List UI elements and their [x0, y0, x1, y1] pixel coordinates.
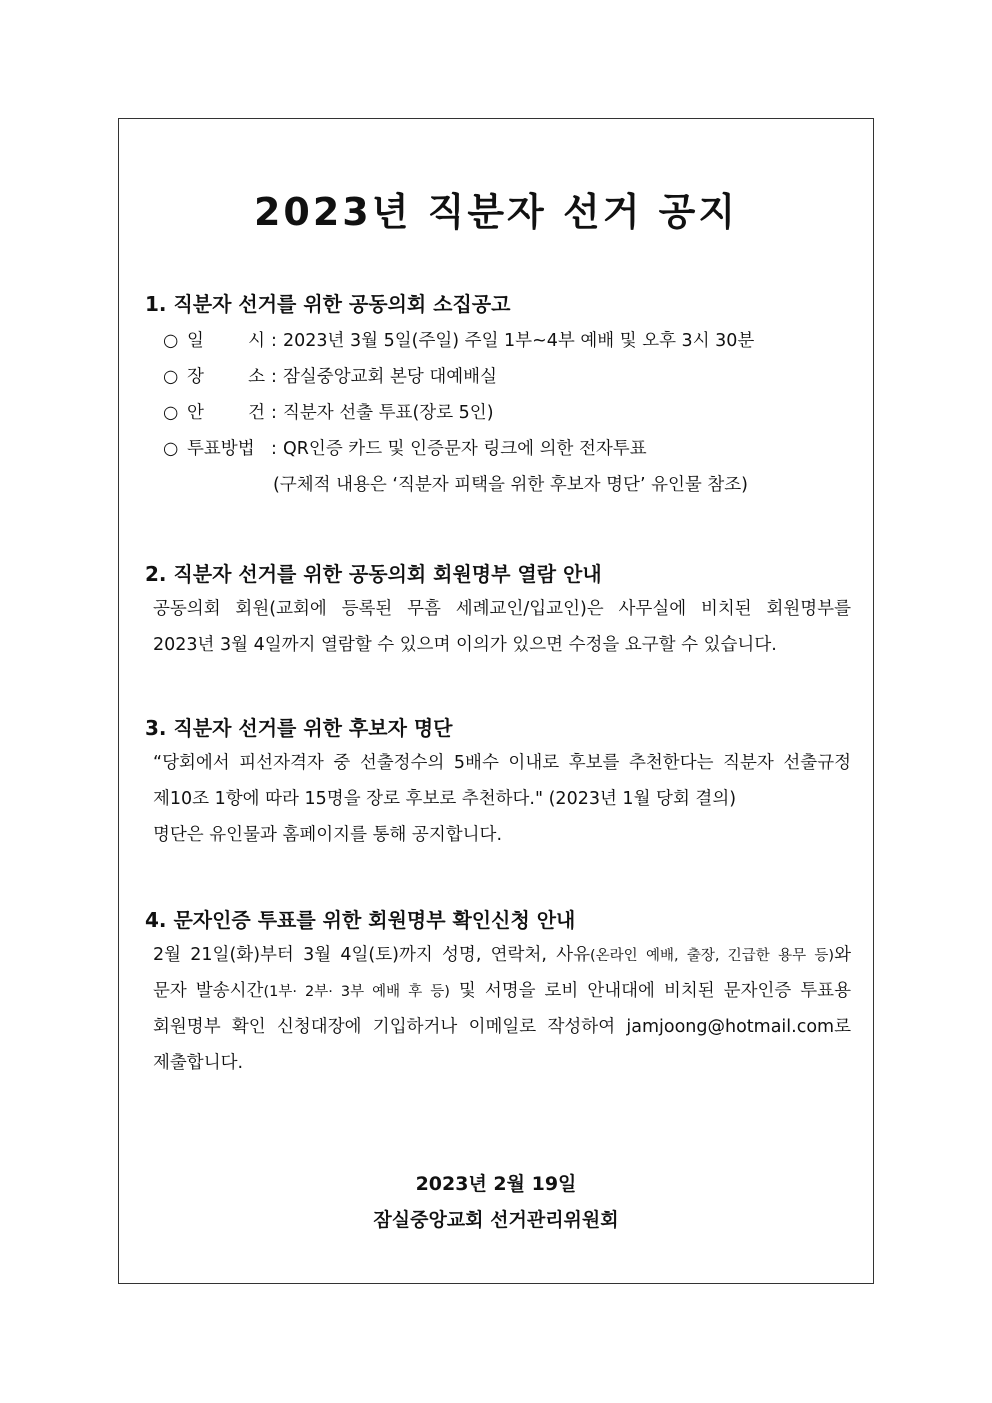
circle-bullet-icon: ○: [163, 439, 179, 459]
section-meeting-notice: [145, 289, 851, 503]
detail-label: 일 시: [187, 331, 265, 351]
section-heading: 2. 직분자 선거를 위한 공동의회 회원명부 열람 안내: [145, 562, 602, 586]
paragraph-line: 제출합니다.: [153, 1053, 244, 1073]
circle-bullet-icon: ○: [163, 331, 179, 351]
section-heading: 1. 직분자 선거를 위한 공동의회 소집공고: [145, 292, 511, 316]
detail-label: 안 건: [187, 403, 265, 423]
notice-frame: [118, 118, 874, 1284]
detail-value: 직분자 선출 투표(장로 5인): [283, 403, 494, 423]
paragraph-line: 제10조 1항에 따라 15명을 장로 후보로 추천하다." (2023년 1월 당회 결의): [153, 789, 737, 809]
section-candidates: [145, 713, 851, 853]
detail-place: ○ 장 소 : 잠실중앙교회 본당 대예배실: [145, 359, 851, 395]
detail-voting-method: ○ 투표방법 : QR인증 카드 및 인증문자 링크에 의한 전자투표: [145, 431, 851, 467]
section-sms-verification: [145, 905, 851, 1081]
paragraph-line: 회원명부 확인 신청대장에 기입하거나 이메일로 작성하여 jamjoong@hotmail.com로: [153, 1017, 851, 1037]
notice-date: 2023년 2월 19일: [415, 1173, 577, 1195]
detail-label: 투표방법: [187, 439, 255, 459]
paragraph-line: 2023년 3월 4일까지 열람할 수 있으며 이의가 있으면 수정을 요구할 수 있습니다.: [153, 635, 777, 655]
detail-note: (구체적 내용은 ‘직분자 피택을 위한 후보자 명단’ 유인물 참조): [273, 475, 749, 495]
circle-bullet-icon: ○: [163, 403, 179, 423]
paragraph-line: “당회에서 피선자격자 중 선출정수의 5배수 이내로 후보를 추천한다는 직분자 선출규정: [153, 753, 851, 773]
section-heading: 3. 직분자 선거를 위한 후보자 명단: [145, 716, 453, 740]
paragraph-line: 2월 21일(화)부터 3월 4일(토)까지 성명, 연락처, 사유(온라인 예배, 출장, 긴급한 용무 등)와: [153, 945, 851, 965]
detail-value: 잠실중앙교회 본당 대예배실: [283, 367, 497, 387]
detail-label: 장 소: [187, 367, 265, 387]
issuing-organization: 잠실중앙교회 선거관리위원회: [373, 1209, 619, 1231]
detail-agenda: ○ 안 건 : 직분자 선출 투표(장로 5인): [145, 395, 851, 431]
detail-value: QR인증 카드 및 인증문자 링크에 의한 전자투표: [283, 439, 647, 459]
paragraph-line: 공동의회 회원(교회에 등록된 무흠 세례교인/입교인)은 사무실에 비치된 회원명부를: [153, 599, 851, 619]
paragraph-line: 문자 발송시간(1부· 2부· 3부 예배 후 등) 및 서명을 로비 안내대에 비치된 문자인증 투표용: [153, 981, 851, 1001]
page-title: 2023년 직분자 선거 공지: [253, 190, 739, 234]
paragraph-line: 명단은 유인물과 홈페이지를 통해 공지합니다.: [153, 825, 503, 845]
detail-date: ○ 일 시 : 2023년 3월 5일(주일) 주일 1부~4부 예배 및 오후 3시 30분: [145, 323, 851, 359]
circle-bullet-icon: ○: [163, 367, 179, 387]
section-member-roster: [145, 559, 851, 663]
section-heading: 4. 문자인증 투표를 위한 회원명부 확인신청 안내: [145, 908, 576, 932]
detail-value: 2023년 3월 5일(주일) 주일 1부~4부 예배 및 오후 3시 30분: [283, 331, 755, 351]
